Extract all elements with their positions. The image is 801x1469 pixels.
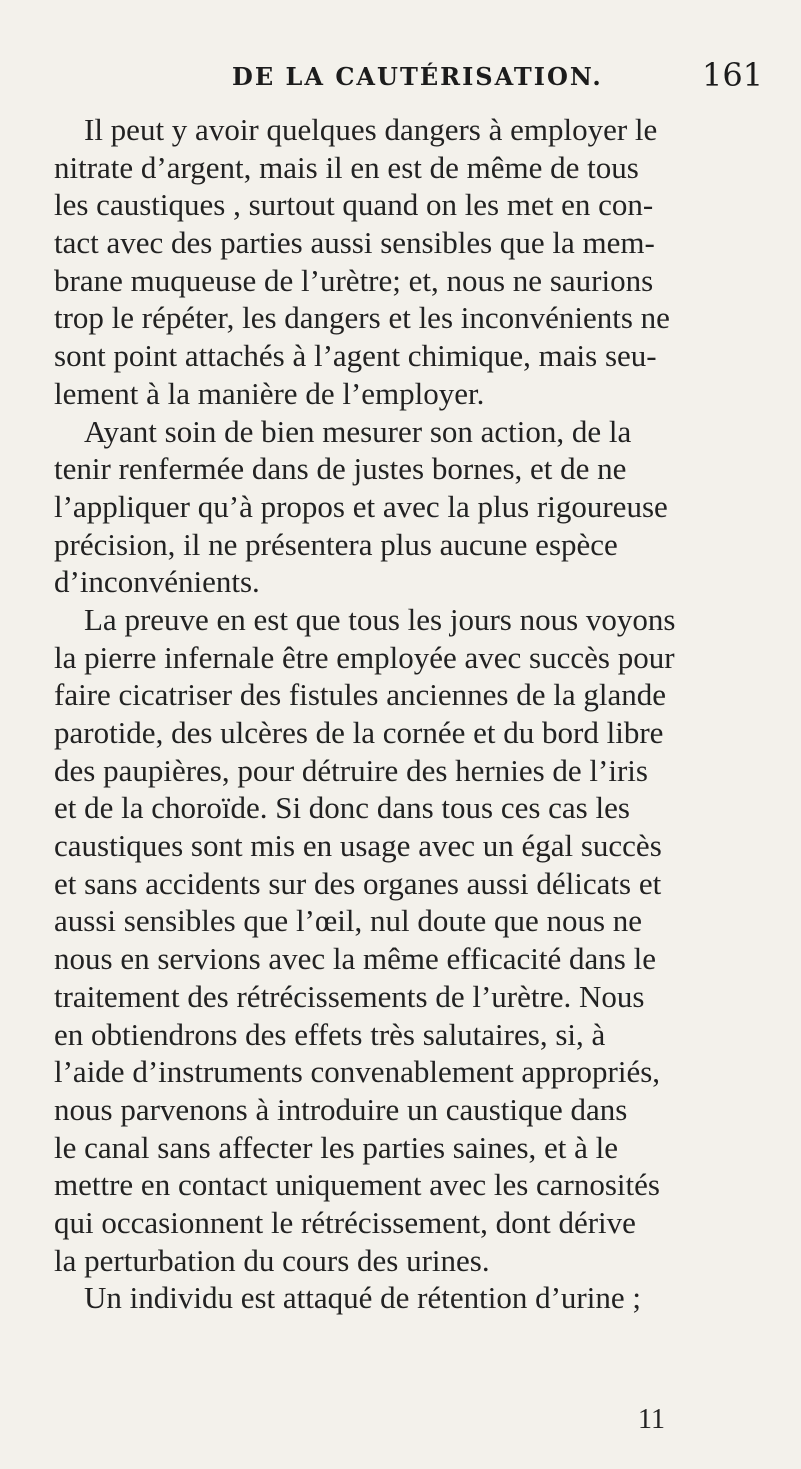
text-line: parotide, des ulcères de la cornée et du bord libre — [54, 715, 664, 750]
text-line: sont point attachés à l’agent chimique, mais seu- — [54, 338, 657, 374]
text-line: tact avec des parties aussi sensibles que la mem- — [54, 225, 655, 261]
text-line: brane muqueuse de l’urètre; et, nous ne saurions — [54, 262, 654, 298]
text-line: en obtiendrons des effets très salutaires, si, à — [54, 1016, 606, 1052]
text-line: aussi sensibles que l’œil, nul doute que nous ne — [54, 903, 643, 939]
text-line: les caustiques , surtout quand on les met en con- — [54, 187, 654, 223]
text-line: mettre en contact uniquement avec les carnosités — [54, 1167, 660, 1203]
text-line: nitrate d’argent, mais il en est de même de tous — [54, 149, 639, 185]
text-line: lement à la manière de l’employer. — [54, 375, 485, 411]
text-line: La preuve en est que tous les jours nous voyons — [84, 601, 676, 637]
text-line: Ayant soin de bien mesurer son action, de la — [84, 413, 632, 449]
text-line: précision, il ne présentera plus aucune espèce — [54, 526, 618, 562]
text-line: l’aide d’instruments convenablement appropriés, — [54, 1054, 661, 1090]
text-line: tenir renfermée dans de justes bornes, et de ne — [54, 451, 627, 487]
text-line: Il peut y avoir quelques dangers à employer le — [84, 112, 658, 147]
body-text — [54, 111, 770, 1317]
text-line: d’inconvénients. — [54, 564, 260, 600]
text-line: traitement des rétrécissements de l’urètre. Nous — [54, 978, 645, 1014]
page-number: 161 — [702, 56, 764, 94]
text-line: Un individu est attaqué de rétention d’urine ; — [84, 1280, 641, 1316]
text-line: et de la choroïde. Si donc dans tous ces cas les — [54, 790, 630, 826]
text-line: nous en servions avec la même efficacité dans le — [54, 941, 656, 977]
text-line: la pierre infernale être employée avec succès pour — [54, 639, 675, 675]
text-line: des paupières, pour détruire des hernies de l’iris — [54, 752, 648, 788]
text-line: qui occasionnent le rétrécissement, dont dérive — [54, 1204, 636, 1240]
signature-mark: 11 — [638, 1404, 665, 1435]
text-line: trop le répéter, les dangers et les inconvénients ne — [54, 300, 670, 336]
running-head — [0, 56, 801, 102]
text-line: faire cicatriser des fistules anciennes de la glande — [54, 677, 666, 713]
running-title: DE LA CAUTÉRISATION. — [232, 62, 603, 91]
text-line: la perturbation du cours des urines. — [54, 1242, 490, 1278]
text-line: le canal sans affecter les parties saines, et à le — [54, 1129, 619, 1165]
text-line: caustiques sont mis en usage avec un égal succès — [54, 828, 662, 864]
text-line: nous parvenons à introduire un caustique dans — [54, 1091, 628, 1127]
text-line: et sans accidents sur des organes aussi délicats et — [54, 865, 662, 901]
text-line: l’appliquer qu’à propos et avec la plus rigoureuse — [54, 488, 668, 524]
